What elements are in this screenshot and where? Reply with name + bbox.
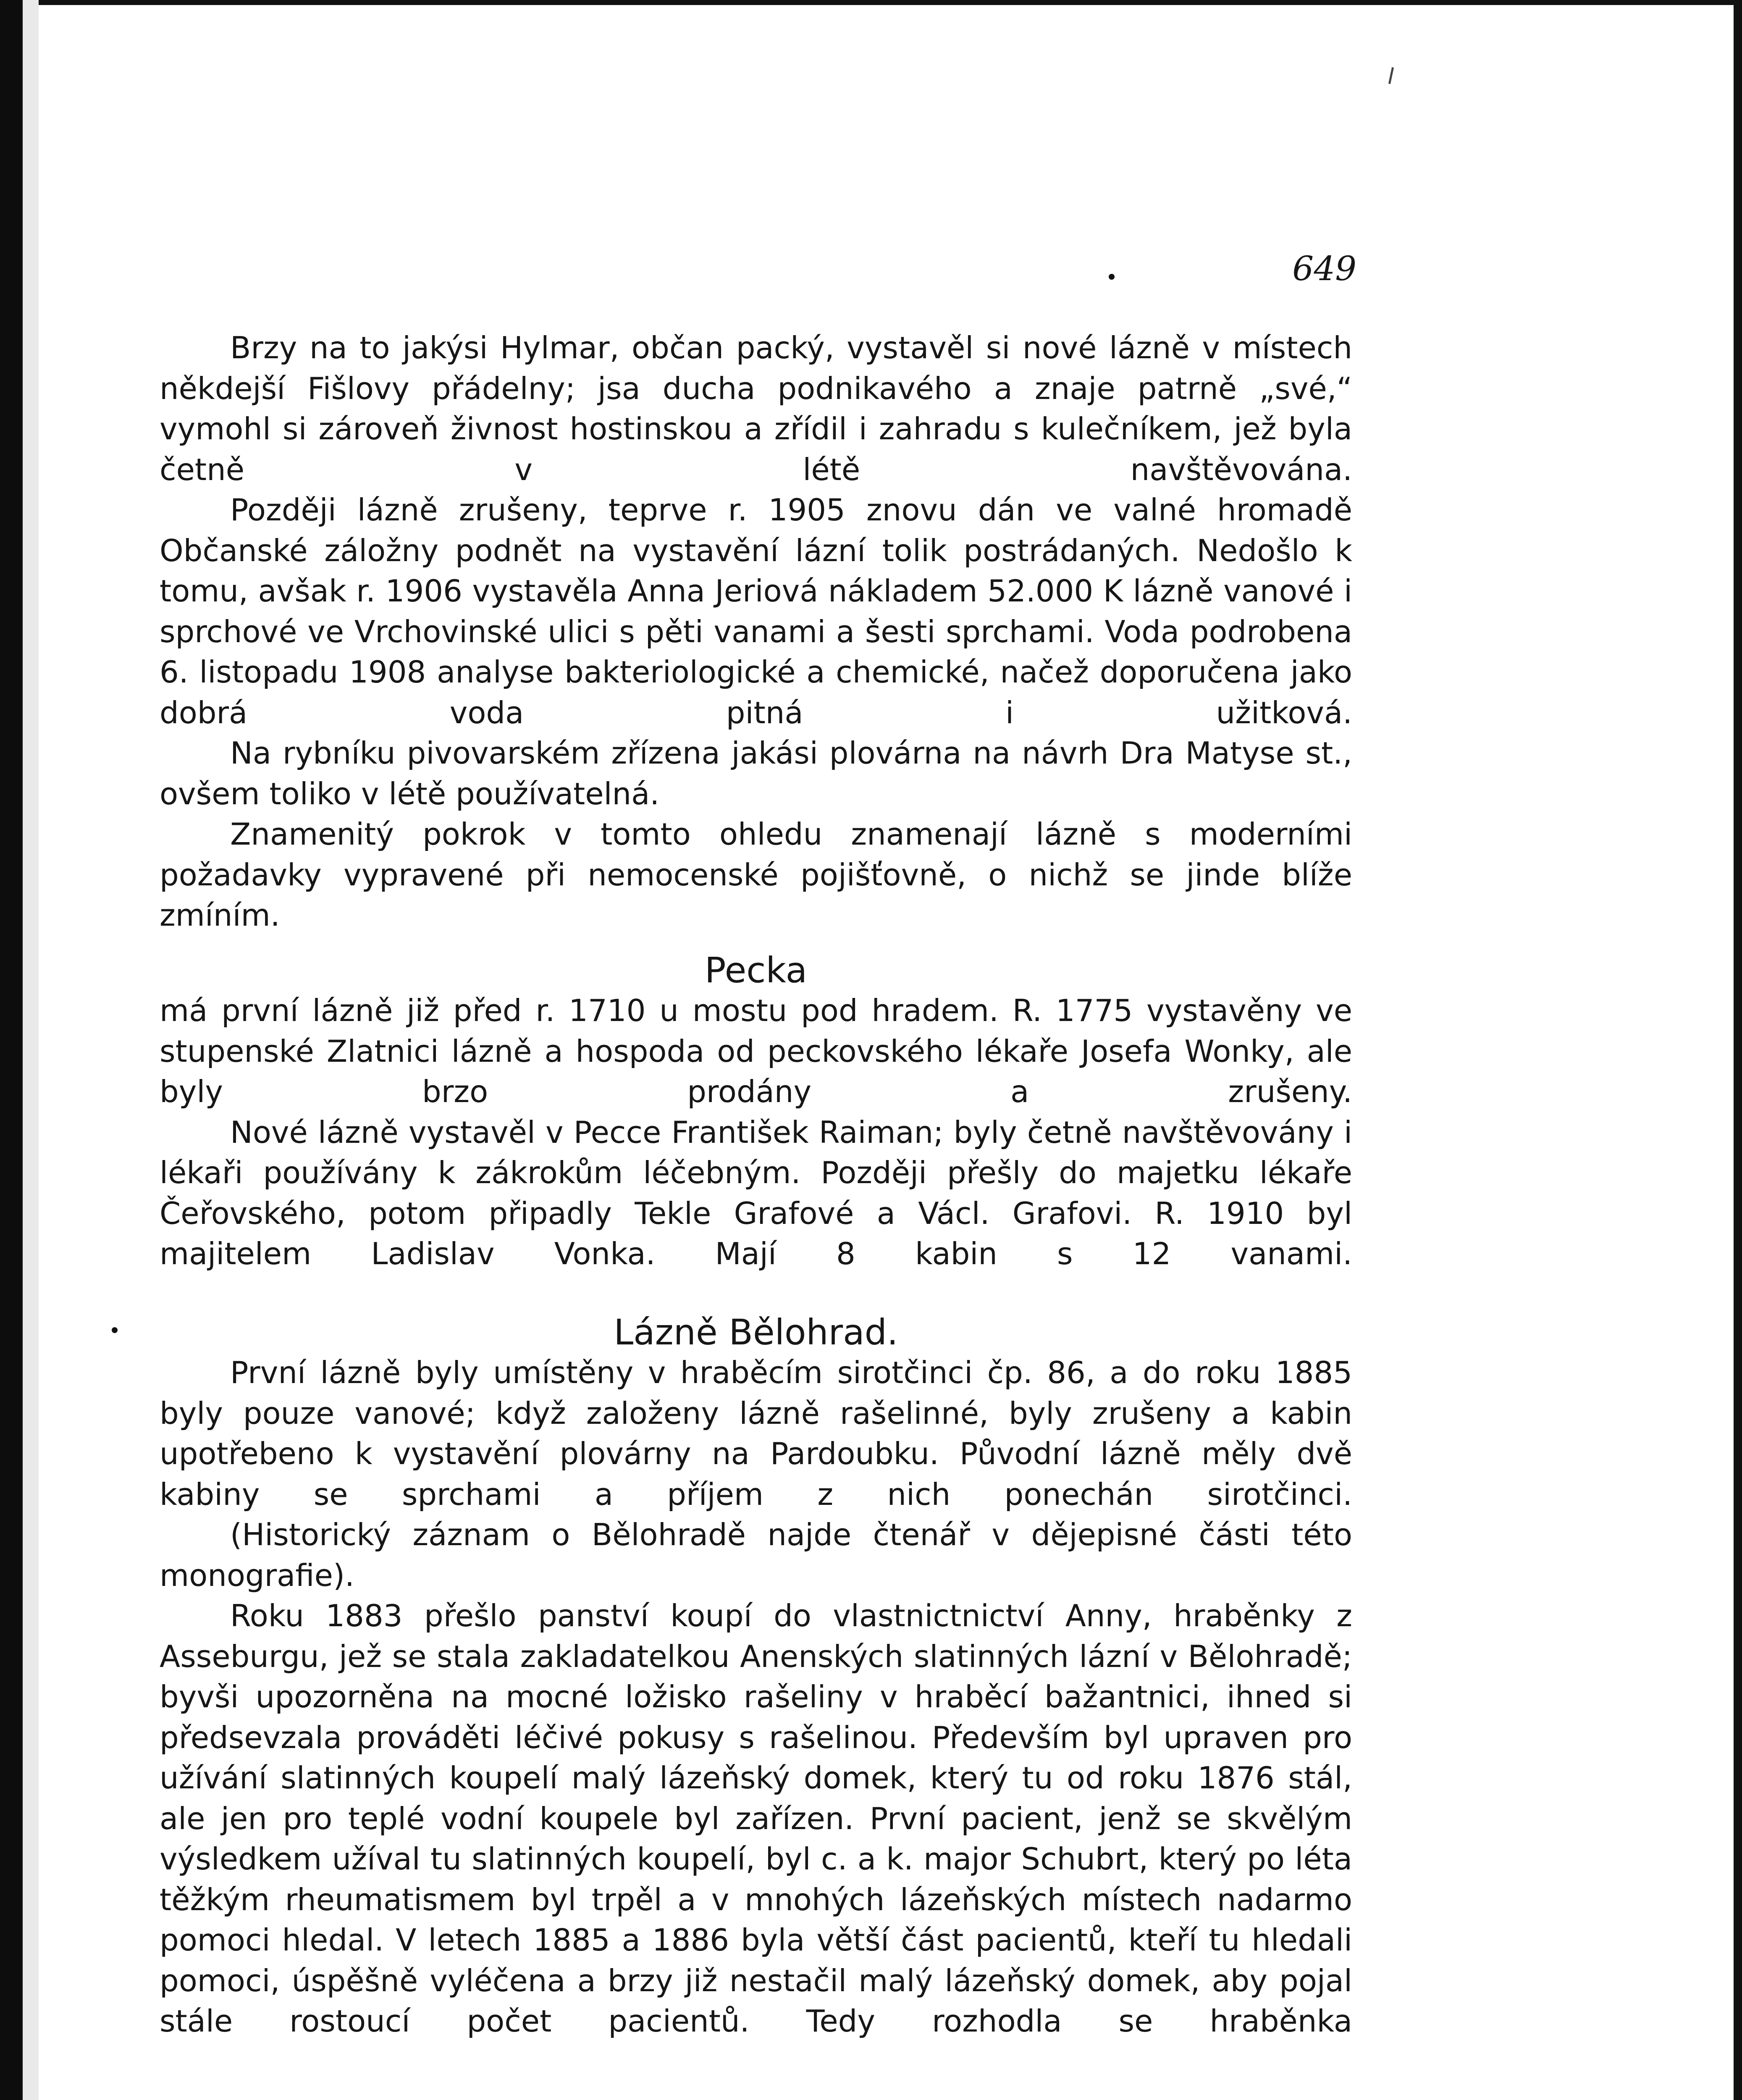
- page-body: [160, 328, 1352, 2042]
- scan-speck: [1388, 67, 1394, 84]
- section-heading-pecka: Pecka: [704, 949, 808, 991]
- paragraph: První lázně byly umístěny v hraběcím sirotčinci čp. 86, a do roku 1885 byly pouze vanové; když založeny lázně rašelinné, byly zrušeny a kabin upotřebeno k vystavění plovárny na Pardoubku. Původní lázně měly dvě kabiny se sprchami a příjem z nich ponechán sirotčinci.: [160, 1355, 1352, 1512]
- page-number: 649: [1292, 249, 1356, 288]
- scan-dot: [1109, 274, 1115, 280]
- scan-border-top: [0, 0, 1742, 5]
- paragraph: Nové lázně vystavěl v Pecce František Raiman; byly četně navštěvovány i lékaři používány k zákrokům léčebným. Později přešly do majetku lékaře Čeřovského, potom připadly Tekle Grafové a Václ. Grafovi. R. 1910 byl majitelem Ladislav Vonka. Mají 8 kabin s 12 vanami.: [160, 1114, 1352, 1271]
- scan-dot: [112, 1327, 118, 1333]
- paragraph: Roku 1883 přešlo panství koupí do vlastnictnictví Anny, hraběnky z Asseburgu, jež se stala zakladatelkou Anenských slatinných lázní v Bělohradě; byvši upozorněna na mocné ložisko rašeliny v hraběcí bažantnici, ihned si předsevzala prováděti léčivé pokusy s rašelinou. Především byl upraven pro užívání slatinných koupelí malý lázeňský domek, který tu od roku 1876 stál, ale jen pro teplé vodní koupele byl zařízen. První pacient, jenž se skvělým výsledkem užíval tu slatinných koupelí, byl c. a k. major Schubrt, který po léta těžkým rheumatismem byl trpěl a v mnohých lázeňských místech nadarmo pomoci hledal. V letech 1885 a 1886 byla větší část pacientů, kteří tu hledali pomoci, úspěšně vyléčena a brzy již nestačil malý lázeňský domek, aby pojal stále rostoucí počet pacientů. Tedy rozhodla se hraběnka: [160, 1598, 1352, 2039]
- scan-page-gutter: [23, 0, 39, 2100]
- paragraph: (Historický záznam o Bělohradě najde čtenář v dějepisné části této monografie).: [160, 1517, 1352, 1593]
- scan-border-left: [0, 0, 23, 2100]
- paragraph: Znamenitý pokrok v tomto ohledu znamenají lázně s moderními požadavky vypravené při nemocenské pojišťovně, o nichž se jinde blíže zmíním.: [160, 816, 1352, 933]
- paragraph: Později lázně zrušeny, teprve r. 1905 znovu dán ve valné hromadě Občanské záložny podnět na vystavění lázní tolik postrádaných. Nedošlo k tomu, avšak r. 1906 vystavěla Anna Jeriová nákladem 52.000 K lázně vanové i sprchové ve Vrchovinské ulici s pěti vanami a šesti sprchami. Voda podrobena 6. listopadu 1908 analyse bakteriologické a chemické, načež doporučena jako dobrá voda pitná i užitková.: [160, 492, 1352, 730]
- scan-border-right: [1734, 0, 1742, 2100]
- paragraph: má první lázně již před r. 1710 u mostu pod hradem. R. 1775 vystavěny ve stupenské Zlatnici lázně a hospoda od peckovského lékaře Josefa Wonky, ale byly brzo prodány a zrušeny.: [160, 993, 1352, 1109]
- paragraph: Na rybníku pivovarském zřízena jakási plovárna na návrh Dra Matyse st., ovšem toliko v létě používatelná.: [160, 735, 1352, 811]
- paragraph: Brzy na to jakýsi Hylmar, občan packý, vystavěl si nové lázně v místech někdejší Fišlovy přádelny; jsa ducha podnikavého a znaje patrně „své,“ vymohl si zároveň živnost hostinskou a zřídil i zahradu s kulečníkem, jež byla četně v létě navštěvována.: [160, 330, 1352, 487]
- section-heading-lazne-belohrad: Lázně Bělohrad.: [614, 1311, 898, 1353]
